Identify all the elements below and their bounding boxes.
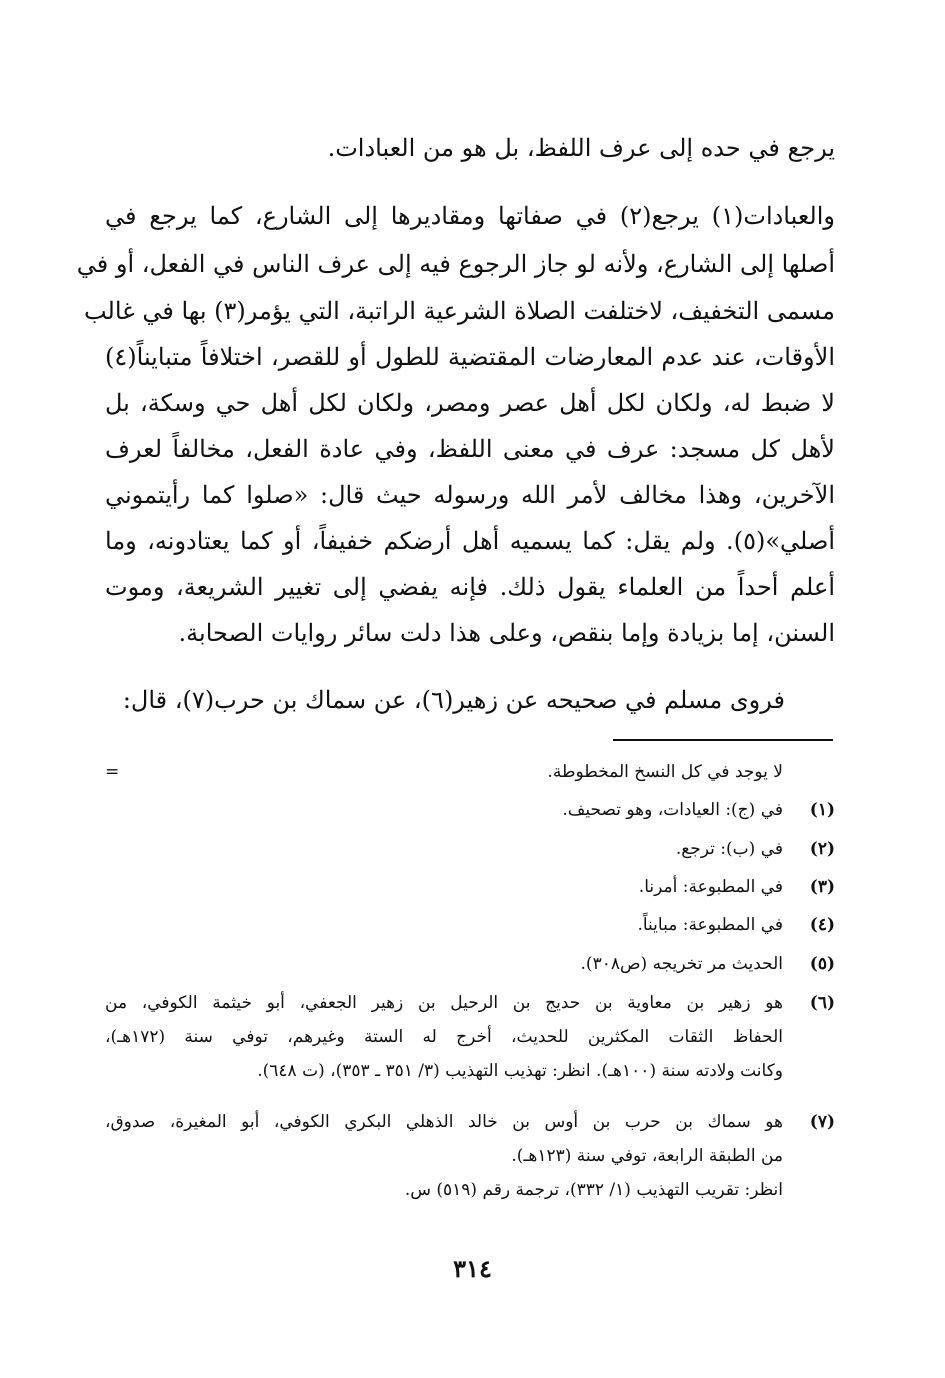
main-line: أعلم أحداً من العلماء يقول ذلك. فإنه يفضي إلى تغيير الشريعة، وموت [105, 573, 835, 601]
footnote-text: وكانت ولادته سنة (١٠٠هـ). انظر: تهذيب التهذيب (٣/ ٣٥١ ـ ٣٥٣)، (ت ٦٤٨). [257, 1061, 783, 1081]
footnote-text: هو زهير بن معاوية بن حديج بن الرحيل بن زهير الجعفي، أبو خيثمة الكوفي، من [105, 993, 783, 1013]
footnote-separator [613, 739, 833, 741]
footnote-number: (٥) [809, 954, 835, 974]
main-line: يرجع في حده إلى عرف اللفظ، بل هو من العبادات. [327, 134, 835, 162]
main-line: لأهل كل مسجد: عرف في معنى اللفظ، وفي عادة الفعل، مخالفاً لعرف [105, 435, 835, 463]
footnote-text: الحديث مر تخريجه (ص٣٠٨). [580, 954, 783, 974]
footnote-item [105, 1107, 835, 1207]
footnote-number: (٧) [809, 1112, 835, 1132]
main-line: السنن، إما بزيادة وإما بنقص، وعلى هذا دلت سائر روايات الصحابة. [178, 619, 835, 647]
main-line: أصلها إلى الشارع، ولأنه لو جاز الرجوع فيه إلى عرف الناس في الفعل، أو في [76, 250, 835, 278]
footnote-item [105, 988, 835, 1088]
main-line: الآخرين، وهذا مخالف لأمر الله ورسوله حيث قال: «صلوا كما رأيتموني [105, 481, 835, 509]
footnote-text: في (ج): العيادات، وهو تصحيف. [562, 800, 783, 820]
footnote-text: انظر: تقريب التهذيب (١/ ٣٣٢)، ترجمة رقم (٥١٩) س. [404, 1180, 783, 1200]
footnote-number: (١) [809, 800, 835, 820]
main-line: مسمى التخفيف، لاختلفت الصلاة الشرعية الراتبة، التي يؤمر(٣) بها في غالب [83, 297, 835, 325]
footnote-text: لا يوجد في كل النسخ المخطوطة. [547, 762, 783, 782]
footnote-text: هو سماك بن حرب بن أوس بن خالد الذهلي البكري الكوفي، أبو المغيرة، صدوق، [105, 1112, 783, 1132]
footnote-text: من الطبقة الرابعة، توفي سنة (١٢٣هـ). [511, 1146, 783, 1166]
continuation-mark: = [105, 762, 120, 782]
footnote-text: في المطبوعة: أمرنا. [638, 877, 783, 897]
footnote-text: في (ب): ترجع. [675, 839, 783, 859]
main-line: لا ضبط له، ولكان لكل أهل عصر ومصر، ولكان لكل أهل حي وسكة، بل [105, 389, 835, 417]
main-line: الأوقات، عند عدم المعارضات المقتضية للطول أو للقصر، اختلافاً متبايناً(٤) [105, 343, 835, 371]
footnote-text: في المطبوعة: مبايناً. [637, 915, 783, 935]
footnote-text: الحفاظ الثقات المكثرين للحديث، أخرج له الستة وغيرهم، توفي سنة (١٧٢هـ)، [105, 1027, 783, 1047]
footnote-number: (٢) [809, 839, 835, 859]
footnote-number: (٣) [809, 877, 835, 897]
page-number: ٣١٤ [453, 1254, 492, 1283]
main-line: أصلي»(٥). ولم يقل: كما يسميه أهل أرضكم خفيفاً، أو كما يعتادونه، وما [105, 527, 835, 555]
main-line: والعبادات(١) يرجع(٢) في صفاتها ومقاديرها إلى الشارع، كما يرجع في [105, 202, 835, 230]
footnote-number: (٦) [809, 993, 835, 1013]
main-line: فروى مسلم في صحيحه عن زهير(٦)، عن سماك بن حرب(٧)، قال: [122, 686, 785, 714]
footnote-number: (٤) [809, 915, 835, 935]
